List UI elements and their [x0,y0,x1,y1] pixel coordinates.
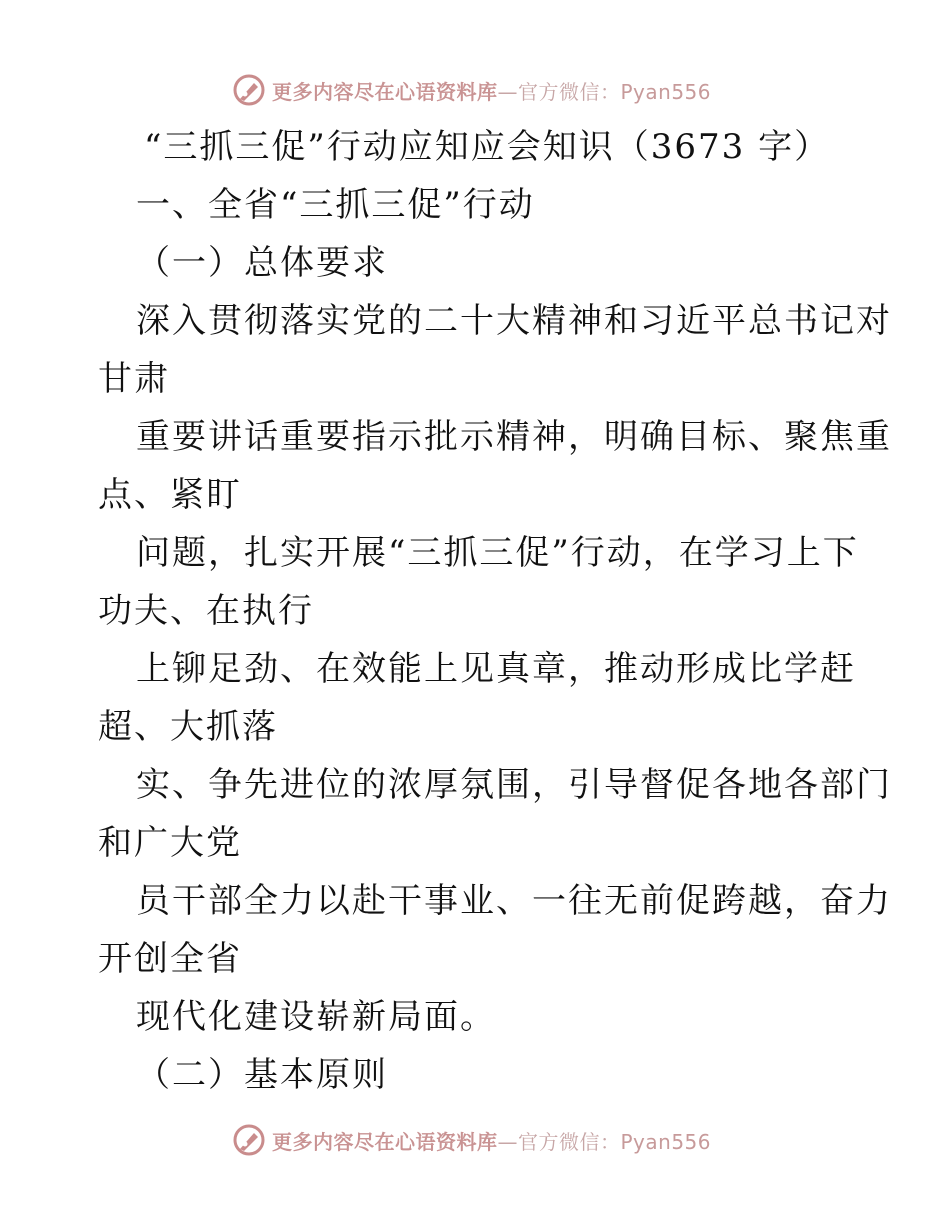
pen-nib-seal-icon [232,73,266,107]
paragraph-line: 点、紧盯 [98,475,242,515]
paragraph-line: 上铆足劲、在效能上见真章，推动形成比学赶 [136,649,856,689]
section-heading-3: （二）基本原则 [136,1055,388,1095]
paragraph-line: 现代化建设崭新局面。 [136,997,496,1037]
watermark-header [232,72,711,108]
paragraph-line: 员干部全力以赴干事业、一往无前促跨越，奋力 [136,881,892,921]
document-body [98,118,892,1104]
paragraph-line: 问题，扎实开展“三抓三促”行动，在学习上下 [136,533,859,573]
paragraph-line: 实、争先进位的浓厚氛围，引导督促各地各部门 [136,765,892,805]
paragraph-line: 重要讲话重要指示批示精神，明确目标、聚焦重 [136,417,892,457]
paragraph-line: 深入贯彻落实党的二十大精神和习近平总书记对 [136,301,892,341]
watermark-footer [232,1122,711,1158]
paragraph-line: 和广大党 [98,823,242,863]
watermark-text: 更多内容尽在心语资料库—官方微信：Pyan556 [272,79,712,104]
watermark-text: 更多内容尽在心语资料库—官方微信：Pyan556 [272,1129,712,1154]
paragraph-line: 开创全省 [98,939,242,979]
document-title: “三抓三促”行动应知应会知识（3673 字） [144,127,831,167]
paragraph-line: 超、大抓落 [98,707,278,747]
pen-nib-seal-icon [232,1123,266,1157]
paragraph-line: 功夫、在执行 [98,591,314,631]
section-heading-1: 一、全省“三抓三促”行动 [136,185,535,225]
paragraph-line: 甘肃 [98,359,170,399]
section-heading-2: （一）总体要求 [136,243,388,283]
